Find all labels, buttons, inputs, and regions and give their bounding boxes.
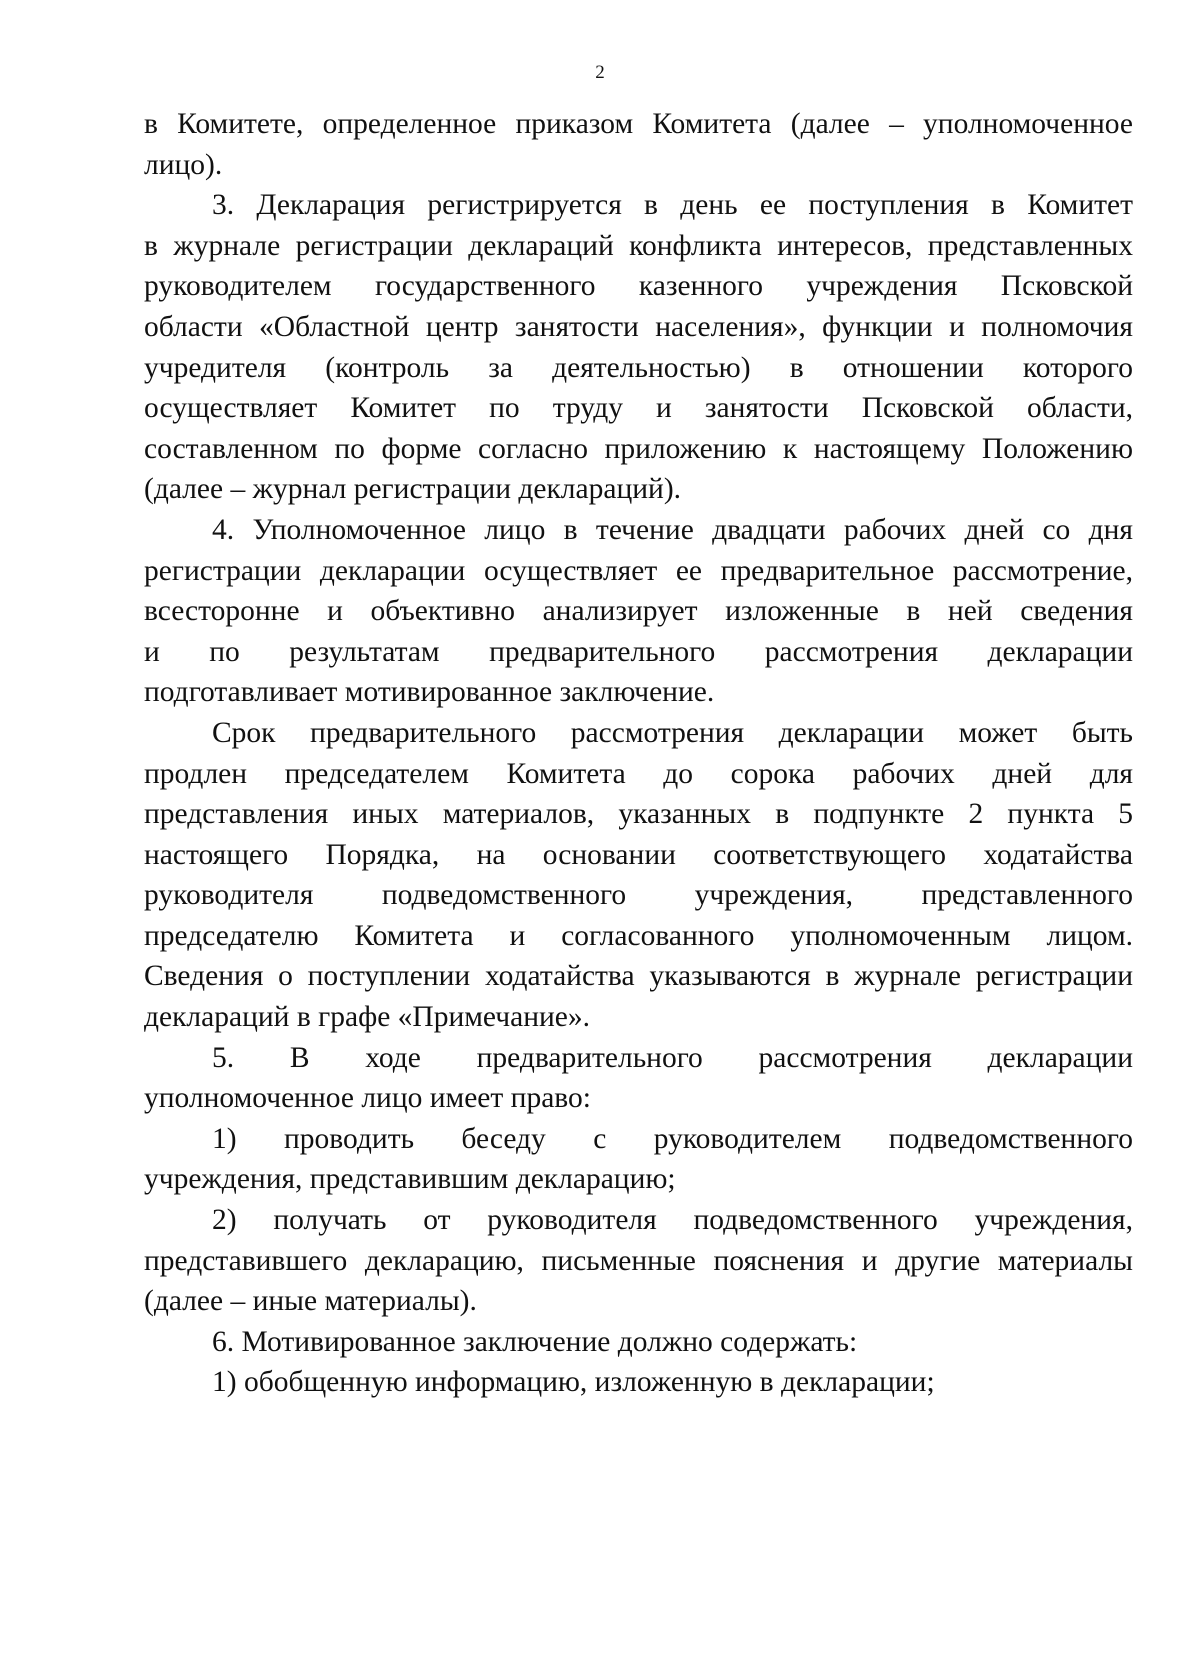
text-line: деклараций в графе «Примечание».: [144, 1001, 591, 1034]
text-line: лицо).: [144, 148, 223, 181]
text-line: 6. Мотивированное заключение должно содержать:: [212, 1325, 858, 1358]
text-line: 1) проводить беседу с руководителем подведомственного: [212, 1122, 1133, 1155]
paragraph-review-term: [144, 713, 1133, 1038]
text-line: 3. Декларация регистрируется в день ее поступления в Комитет: [212, 189, 1133, 222]
text-line: Сведения о поступлении ходатайства указываются в журнале регистрации: [144, 960, 1133, 993]
text-line: (далее – журнал регистрации деклараций).: [144, 473, 682, 506]
text-line: председателю Комитета и согласованного уполномоченным лицом.: [144, 919, 1133, 952]
text-line: учредителя (контроль за деятельностью) в отношении которого: [144, 351, 1133, 384]
page-number: 2: [595, 62, 605, 83]
text-line: регистрации декларации осуществляет ее предварительное рассмотрение,: [144, 554, 1133, 587]
text-line: уполномоченное лицо имеет право:: [144, 1082, 591, 1115]
paragraph-subitem-2: [144, 1200, 1133, 1322]
text-line: представившего декларацию, письменные пояснения и другие материалы: [144, 1244, 1133, 1277]
paragraph-item-4: [144, 510, 1133, 713]
text-line: настоящего Порядка, на основании соответствующего ходатайства: [144, 838, 1133, 871]
text-line: области «Областной центр занятости населения», функции и полномочия: [144, 310, 1133, 343]
text-line: 5. В ходе предварительного рассмотрения декларации: [212, 1041, 1133, 1074]
text-line: осуществляет Комитет по труду и занятости Псковской области,: [144, 392, 1133, 425]
paragraph-subitem-1: [144, 1119, 1133, 1200]
text-line: представления иных материалов, указанных в подпункте 2 пункта 5: [144, 798, 1133, 831]
text-line: продлен председателем Комитета до сорока рабочих дней для: [144, 757, 1133, 790]
text-line: учреждения, представившим декларацию;: [144, 1163, 676, 1196]
text-line: всесторонне и объективно анализирует изложенные в ней сведения: [144, 595, 1133, 628]
paragraph-item-5: [144, 1038, 1133, 1119]
paragraph-item-6: [144, 1322, 1133, 1363]
text-line: 1) обобщенную информацию, изложенную в декларации;: [212, 1366, 935, 1399]
text-line: (далее – иные материалы).: [144, 1285, 477, 1318]
text-line: Срок предварительного рассмотрения декларации может быть: [212, 716, 1133, 749]
text-line: 2) получать от руководителя подведомственного учреждения,: [212, 1204, 1133, 1237]
paragraph-item-3: [144, 185, 1133, 510]
paragraph-continuation: [144, 104, 1133, 185]
text-line: и по результатам предварительного рассмотрения декларации: [144, 635, 1133, 668]
text-line: в Комитете, определенное приказом Комитета (далее – уполномоченное: [144, 108, 1133, 140]
text-line: 4. Уполномоченное лицо в течение двадцати рабочих дней со дня: [212, 513, 1133, 546]
text-line: составленном по форме согласно приложению к настоящему Положению: [144, 432, 1133, 465]
text-line: подготавливает мотивированное заключение.: [144, 676, 715, 709]
text-line: руководителем государственного казенного учреждения Псковской: [144, 270, 1133, 303]
text-line: руководителя подведомственного учреждения, представленного: [144, 879, 1133, 912]
paragraph-item-6-subitem-1: [144, 1362, 1133, 1403]
document-body: [144, 104, 1133, 1403]
text-line: в журнале регистрации деклараций конфликта интересов, представленных: [144, 229, 1133, 262]
